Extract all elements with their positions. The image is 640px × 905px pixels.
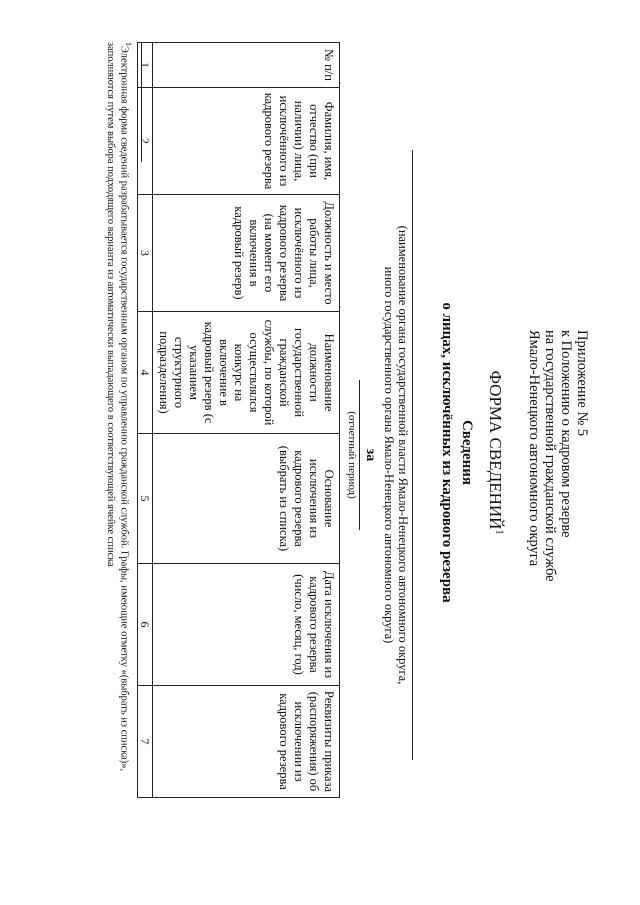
footnote-mark: 1 bbox=[124, 42, 133, 46]
header-cell-exclusion-date: Дата исключения из кадрового резерва (число, месяц, год) bbox=[153, 564, 340, 686]
period-label: за bbox=[363, 448, 378, 462]
appendix-line-3: на государственной гражданской службе bbox=[542, 330, 558, 582]
appendix-line-2: к Положению о кадровом резерве bbox=[558, 330, 574, 538]
column-number: 1 bbox=[138, 43, 153, 88]
org-caption-2: иного государственного органа Ямало-Ненецкого автономного округа) bbox=[382, 266, 396, 644]
table-number-row bbox=[138, 43, 153, 798]
table-header-row bbox=[153, 43, 340, 798]
organization-field[interactable] bbox=[382, 150, 413, 760]
period-caption: (отчетный период) bbox=[346, 380, 360, 530]
column-number: 5 bbox=[138, 434, 153, 564]
form-title bbox=[485, 0, 505, 905]
heading-subtitle: о лицах, исключённых из кадрового резерва bbox=[439, 302, 455, 603]
period-field[interactable] bbox=[346, 380, 378, 530]
heading-title: Сведения bbox=[459, 419, 475, 486]
footnote-divider bbox=[141, 42, 142, 162]
column-number: 4 bbox=[138, 312, 153, 434]
column-number: 3 bbox=[138, 195, 153, 312]
appendix-block bbox=[526, 330, 590, 810]
header-cell-position: Должность и место работы лица, исключённого из кадрового резерва (на момент его включения в кадровый резерв) bbox=[153, 195, 340, 312]
column-number: 7 bbox=[138, 686, 153, 798]
header-cell-service-position: Наименование должности государственной гражданской службы, по которой осуществлялся конкурс на включение в кадровый резерв (с указанием структурного подразделения) bbox=[153, 312, 340, 434]
footnote-text: Электронная форма сведений разрабатывается государственным органом по управлению гражданской службой. Графы, имеющие отметку «(выбрать из списка)», заполняются путем выбора подходящего варианта из автоматически выпадающего в соответствующей ячейке списка bbox=[105, 42, 130, 772]
header-cell-number: № п/п bbox=[153, 43, 340, 88]
appendix-line-1: Приложение № 5 bbox=[574, 330, 590, 437]
header-cell-full-name: Фамилия, имя, отчество (при наличии) лица, исключённого из кадрового резерва bbox=[153, 88, 340, 195]
footnote bbox=[105, 42, 136, 822]
form-title-text: ФОРМА СВЕДЕНИЙ bbox=[486, 370, 505, 530]
org-caption-1: (наименование органа государственной власти Ямало-Ненецкого автономного округа, bbox=[396, 225, 410, 685]
column-number: 6 bbox=[138, 564, 153, 686]
excluded-persons-table bbox=[137, 42, 340, 798]
header-cell-exclusion-reason: Основание исключения из кадрового резерва (выбрать из списка) bbox=[153, 434, 340, 564]
column-number: 2 bbox=[138, 88, 153, 195]
header-cell-order-details: Реквизиты приказа (распоряжения) об исключении из кадрового резерва bbox=[153, 686, 340, 798]
footnote-reference: 1 bbox=[493, 529, 505, 535]
appendix-line-4: Ямало-Ненецкого автономного округа bbox=[526, 330, 542, 567]
